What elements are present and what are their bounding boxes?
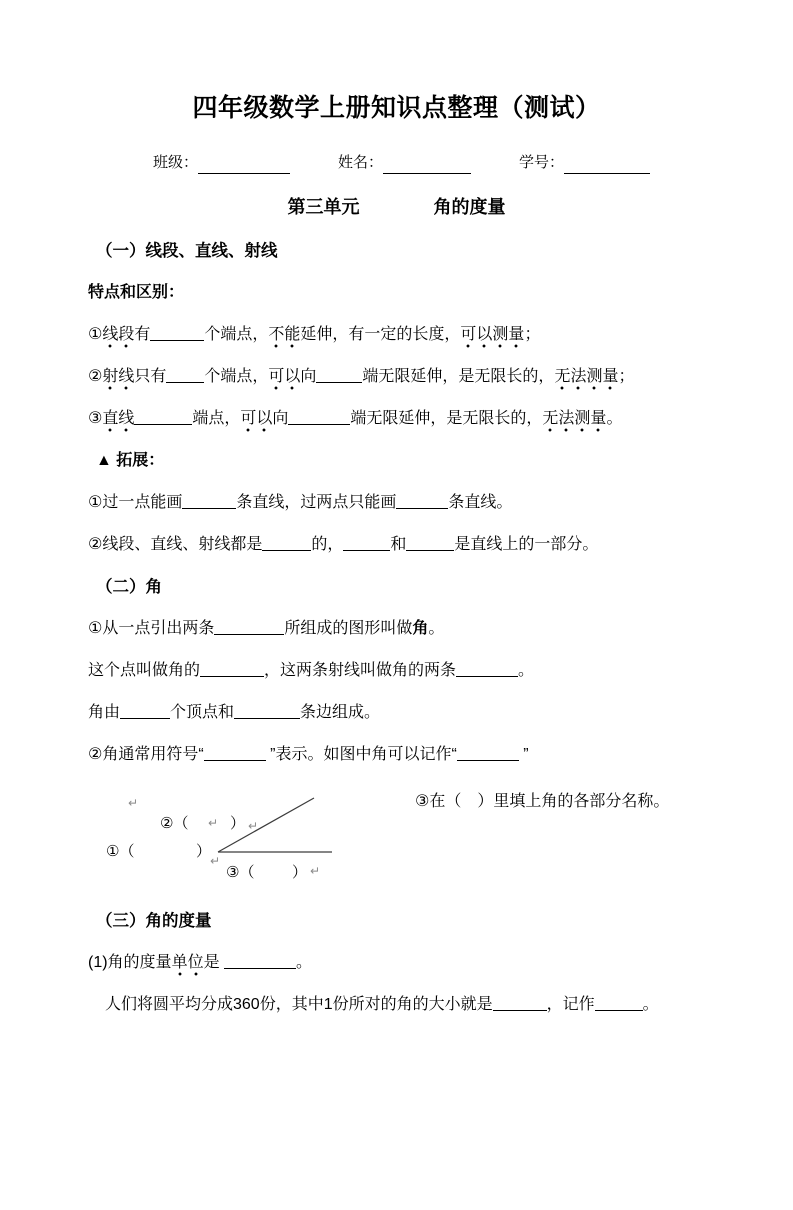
text-segment: ”表示。如图中角可以记作“ (265, 746, 457, 763)
fill-in-blank (493, 996, 547, 1011)
text-segment: ； (524, 326, 541, 343)
text-segment: 条直线。 (448, 494, 513, 511)
expansion-item-2 (88, 536, 723, 554)
fill-in-blank (224, 954, 296, 969)
unit-number: 第三单元 (287, 197, 360, 217)
figure-row (88, 788, 723, 912)
text-segment: ②角通常用符号“ (88, 746, 204, 763)
fill-in-blank (200, 662, 264, 677)
text-segment: ③ (88, 410, 103, 427)
text-segment: 人们将圆平均分成360份，其中1份所对的角的大小就是 (105, 996, 493, 1013)
expansion-item-1 (88, 494, 723, 512)
text-segment: 无法测量 (542, 410, 606, 432)
text-segment: 端无限延伸，是无限长的， (350, 410, 543, 427)
figure-caption: ③在（ ）里填上角的各部分名称。 (415, 793, 670, 810)
fill-in-blank (134, 410, 192, 425)
text-segment: 。 (428, 620, 445, 637)
angle-compose-item (88, 704, 723, 722)
paragraph-return-mark: ↵ (128, 796, 139, 810)
paragraph-return-mark: ↵ (210, 854, 221, 868)
degree-definition-item (88, 996, 723, 1014)
fill-in-blank (456, 662, 518, 677)
fill-in-blank (316, 368, 362, 383)
unit-heading (0, 193, 793, 219)
text-segment: 。 (518, 662, 535, 679)
text-segment: （三）角的度量 (96, 912, 212, 930)
unit-title: 角的度量 (433, 197, 506, 217)
fill-in-blank (204, 746, 266, 761)
student-field (153, 151, 290, 172)
field-blank (198, 159, 290, 174)
text-segment: 条直线，过两点只能画 (236, 494, 397, 511)
text-segment: 的， (311, 536, 344, 553)
text-segment: ①过一点能画 (88, 494, 183, 511)
angle-definition-item (88, 620, 723, 638)
text-segment: 。 (296, 954, 313, 971)
page-title: 四年级数学上册知识点整理（测试） (192, 94, 601, 122)
degree-unit-item (88, 954, 723, 972)
fill-in-blank (396, 494, 448, 509)
expansion-heading (88, 452, 723, 470)
paragraph-return-mark: ↵ (208, 816, 219, 830)
fill-in-blank (150, 326, 204, 341)
fill-in-blank (595, 996, 643, 1011)
fill-in-blank (288, 410, 350, 425)
figure-label: ） (230, 815, 246, 832)
segment-item (88, 326, 723, 344)
fill-in-blank (406, 536, 454, 551)
text-segment: 和 (390, 536, 407, 553)
angle-symbol-item (88, 746, 723, 764)
text-segment: ②线段、直线、射线都是 (88, 536, 263, 553)
text-segment: 向 (272, 410, 289, 427)
text-segment: 单位 (172, 954, 204, 976)
fill-in-blank (214, 620, 284, 635)
worksheet-page (0, 88, 793, 1210)
features-heading (88, 284, 723, 302)
fill-in-blank (120, 704, 170, 719)
figure-label: ③（ (226, 864, 255, 881)
text-segment: ” (518, 746, 529, 763)
figure-label: ②（ (160, 815, 189, 832)
lines-before-figure (88, 242, 723, 764)
student-field (338, 151, 471, 172)
text-segment: 个端点， (204, 326, 269, 343)
text-segment: 可以测量 (460, 326, 524, 348)
field-label: 姓名： (338, 154, 384, 171)
text-segment: ① (88, 326, 103, 343)
text-segment: 可以 (240, 410, 272, 432)
angle-parts-item (88, 662, 723, 680)
text-segment: 个端点， (204, 368, 269, 385)
text-segment: ② (88, 368, 103, 385)
figure-label: ） (196, 843, 212, 860)
figure-label: ） (292, 864, 308, 881)
fill-in-blank (182, 494, 236, 509)
paragraph-return-mark: ↵ (310, 864, 321, 878)
text-segment: 特点和区别： (88, 284, 185, 301)
text-segment: ①从一点引出两条 (88, 620, 215, 637)
text-segment: 条边组成。 (300, 704, 381, 721)
text-segment: 。 (606, 410, 623, 427)
text-segment: 这个点叫做角的 (88, 662, 201, 679)
text-segment: 直线 (102, 410, 134, 432)
text-segment: 端点， (192, 410, 241, 427)
fill-in-blank (166, 368, 204, 383)
text-segment: 角 (412, 620, 429, 637)
text-segment: 不能 (268, 326, 300, 348)
text-segment: 所组成的图形叫做 (284, 620, 413, 637)
paragraph-return-mark: ↵ (248, 819, 259, 833)
section-2-heading (88, 578, 723, 596)
text-segment: 是 (203, 954, 225, 971)
fill-in-blank (457, 746, 519, 761)
field-blank (383, 159, 471, 174)
text-segment: 线段 (102, 326, 134, 348)
text-segment: ▲ 拓展： (96, 452, 165, 469)
text-segment: 是直线上的一部分。 (454, 536, 599, 553)
lines-after-figure (88, 912, 723, 1014)
document-body (0, 242, 793, 1014)
text-segment: （二）角 (96, 578, 162, 596)
text-segment: ，记作 (546, 996, 595, 1013)
figure-label: ①（ (106, 843, 135, 860)
text-segment: ，这两条射线叫做角的两条 (264, 662, 457, 679)
text-segment: 有 (134, 326, 151, 343)
student-info-row (153, 151, 793, 172)
student-field (519, 151, 650, 172)
text-segment: 端无限延伸，是无限长的， (362, 368, 555, 385)
angle-diagram (100, 796, 430, 908)
angle-rays-svg (100, 796, 430, 908)
section-3-heading (88, 912, 723, 930)
text-segment: 角由 (88, 704, 121, 721)
text-segment: (1)角的度量 (88, 954, 172, 971)
field-blank (564, 159, 650, 174)
field-label: 学号： (519, 154, 565, 171)
text-segment: 只有 (134, 368, 167, 385)
text-segment: （一）线段、直线、射线 (96, 242, 278, 260)
text-segment: 可以 (268, 368, 300, 390)
text-segment: 延伸，有一定的长度， (300, 326, 461, 343)
text-segment: 。 (642, 996, 659, 1013)
fill-in-blank (343, 536, 390, 551)
ray-item (88, 368, 723, 386)
fill-in-blank (262, 536, 311, 551)
section-1-heading (88, 242, 723, 260)
fill-in-blank (234, 704, 300, 719)
text-segment: ； (618, 368, 635, 385)
text-segment: 射线 (102, 368, 134, 390)
text-segment: 个顶点和 (170, 704, 235, 721)
text-segment: 向 (300, 368, 317, 385)
straight-line-item (88, 410, 723, 428)
field-label: 班级： (153, 154, 199, 171)
text-segment: 无法测量 (554, 368, 618, 390)
